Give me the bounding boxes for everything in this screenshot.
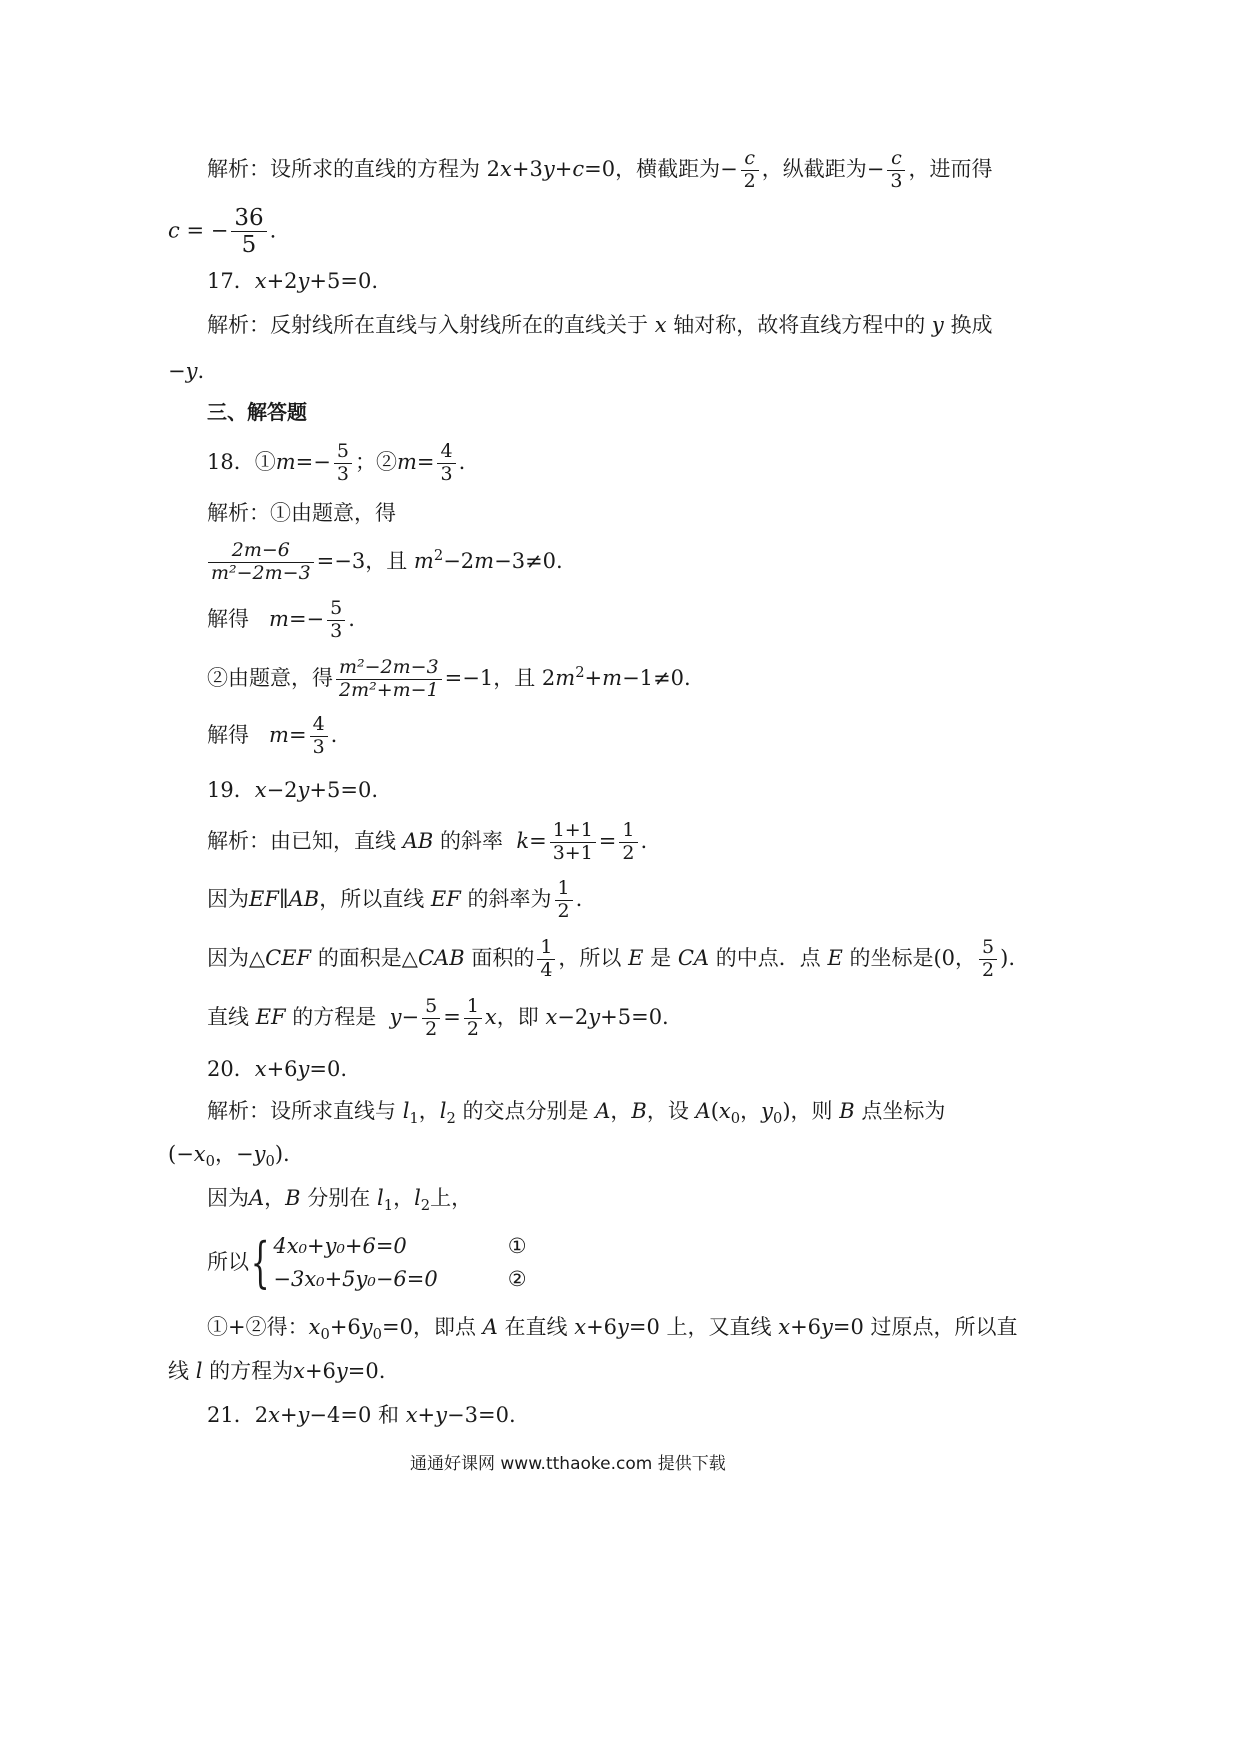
- p17-explanation-line2: −y.: [168, 359, 205, 383]
- fraction: $\frac{c}{3}$: [887, 148, 905, 193]
- text: 2: [575, 663, 585, 681]
- text: ，进而得: [908, 156, 993, 181]
- p18-equation-1: $\frac{2m-6}{\text{m²−2m−3}}$ =−3，且 $m^2-2m-3\ne 0$.: [205, 540, 563, 585]
- p18-result-2: 解得 m= $\frac{4}{3}$ .: [207, 713, 338, 758]
- p20-explanation-line4: ①+②得：$x_0+6y_0=0$，即点 A 在直线 x+6y=0 上，又直线 x+6y=0 过原点，所以直: [207, 1315, 1018, 1344]
- p19-answer: 19．x−2y+5=0.: [207, 778, 379, 802]
- p17-answer: 17．x+2y+5=0.: [207, 269, 379, 293]
- fraction: $\frac{1}{4}$: [537, 937, 555, 982]
- section-heading: 三、解答题: [207, 400, 307, 424]
- text: +: [554, 156, 573, 181]
- left-brace: {: [250, 1230, 270, 1294]
- var: x: [500, 156, 512, 181]
- fraction: $\frac{1}{2}$: [555, 878, 573, 923]
- text: 解析：设所求的直线的方程为 2: [207, 156, 501, 181]
- p16-explanation-line1: [207, 148, 992, 193]
- fraction: $\frac{1}{2}$: [464, 996, 482, 1041]
- page-footer: 通通好课网 www.tthaoke.com 提供下载: [410, 1454, 726, 1474]
- text: =0，横截距为−: [584, 156, 738, 181]
- fraction: $\frac{5}{3}$: [334, 441, 352, 486]
- var: y: [542, 156, 555, 181]
- p20-answer: 20．x+6y=0.: [207, 1057, 348, 1081]
- p17-explanation-line1: 解析：反射线所在直线与入射线所在的直线关于 x 轴对称，故将直线方程中的 y 换成: [207, 313, 993, 337]
- fraction: $\frac{\text{m²−2m−3}}{\text{2m²+m−1}}$: [336, 657, 442, 702]
- text: ，纵截距为−: [761, 156, 885, 181]
- p19-line-equation: 直线 EF 的方程是 y− $\frac{5}{2}$ = $\frac{1}{2}$ x，即 x−2y+5=0.: [207, 995, 669, 1040]
- fraction: $\frac{1+1}{3+1}$: [550, 820, 596, 865]
- p18-explanation-intro: 解析：①由题意，得: [207, 501, 396, 525]
- p18-equation-2: ②由题意，得 $\frac{\text{m²−2m−3}}{\text{2m²+m−1}}$ =−1，且 $2m^2+m-1\ne 0$.: [207, 656, 691, 701]
- p20-explanation-line1: 解析：设所求直线与 $l_1$，$l_2$ 的交点分别是 A，B，设 $A(x_0$，$y_0$)，则 B 点坐标为: [207, 1099, 946, 1128]
- text: .: [269, 218, 277, 243]
- text: 2: [433, 546, 444, 564]
- p20-explanation-line3: 因为A，B 分别在 $l_1$，$l_2$上，: [207, 1186, 473, 1215]
- p18-answer: 18．①m=− $\frac{5}{3}$ ；②m= $\frac{4}{3}$ .: [207, 440, 466, 485]
- fraction: $\frac{5}{3}$: [327, 598, 345, 643]
- text: = −: [179, 218, 229, 243]
- var: c: [168, 218, 180, 243]
- fraction: $\frac{2m-6}{\text{m²−2m−3}}$: [208, 540, 314, 585]
- fraction: $\frac{c}{2}$: [741, 148, 759, 193]
- var: c: [572, 156, 585, 181]
- p19-parallel-line: 因为EF∥AB，所以直线 EF 的斜率为 $\frac{1}{2}$ .: [207, 877, 583, 922]
- p20-equation-system: 所以{ 4x₀+y₀+6=0 −3x₀+5y₀−6=0 ① ②: [207, 1230, 527, 1294]
- system-numbers: ① ②: [507, 1234, 527, 1291]
- p19-slope-line: 解析：由已知，直线 AB 的斜率 k= $\frac{1+1}{3+1}$ = $\frac{1}{2}$ .: [207, 819, 648, 864]
- p18-result-1: 解得 m=− $\frac{5}{3}$ .: [207, 597, 355, 642]
- fraction: $\frac{1}{2}$: [619, 820, 637, 865]
- system-equations: 4x₀+y₀+6=0 −3x₀+5y₀−6=0: [273, 1234, 438, 1291]
- fraction: $\frac{36}{5}$: [231, 205, 266, 259]
- fraction: $\frac{5}{2}$: [979, 937, 997, 982]
- p19-area-line: 因为△CEF 的面积是△CAB 面积的 $\frac{1}{4}$ ，所以 E 是 CA 的中点．点 E 的坐标是(0， $\frac{5}{2}$ ).: [207, 936, 1015, 981]
- text: +3: [511, 156, 543, 181]
- p20-explanation-line5: 线 l 的方程为x+6y=0.: [168, 1359, 386, 1383]
- p21-answer: 21．2x+y−4=0 和 x+y−3=0.: [207, 1403, 516, 1427]
- p16-explanation-line2: [168, 205, 276, 259]
- fraction: $\frac{5}{2}$: [422, 996, 440, 1041]
- fraction: $\frac{4}{3}$: [437, 441, 455, 486]
- fraction: $\frac{4}{3}$: [310, 714, 328, 759]
- p20-explanation-line2: ($-x_0$，$-y_0$).: [168, 1142, 290, 1171]
